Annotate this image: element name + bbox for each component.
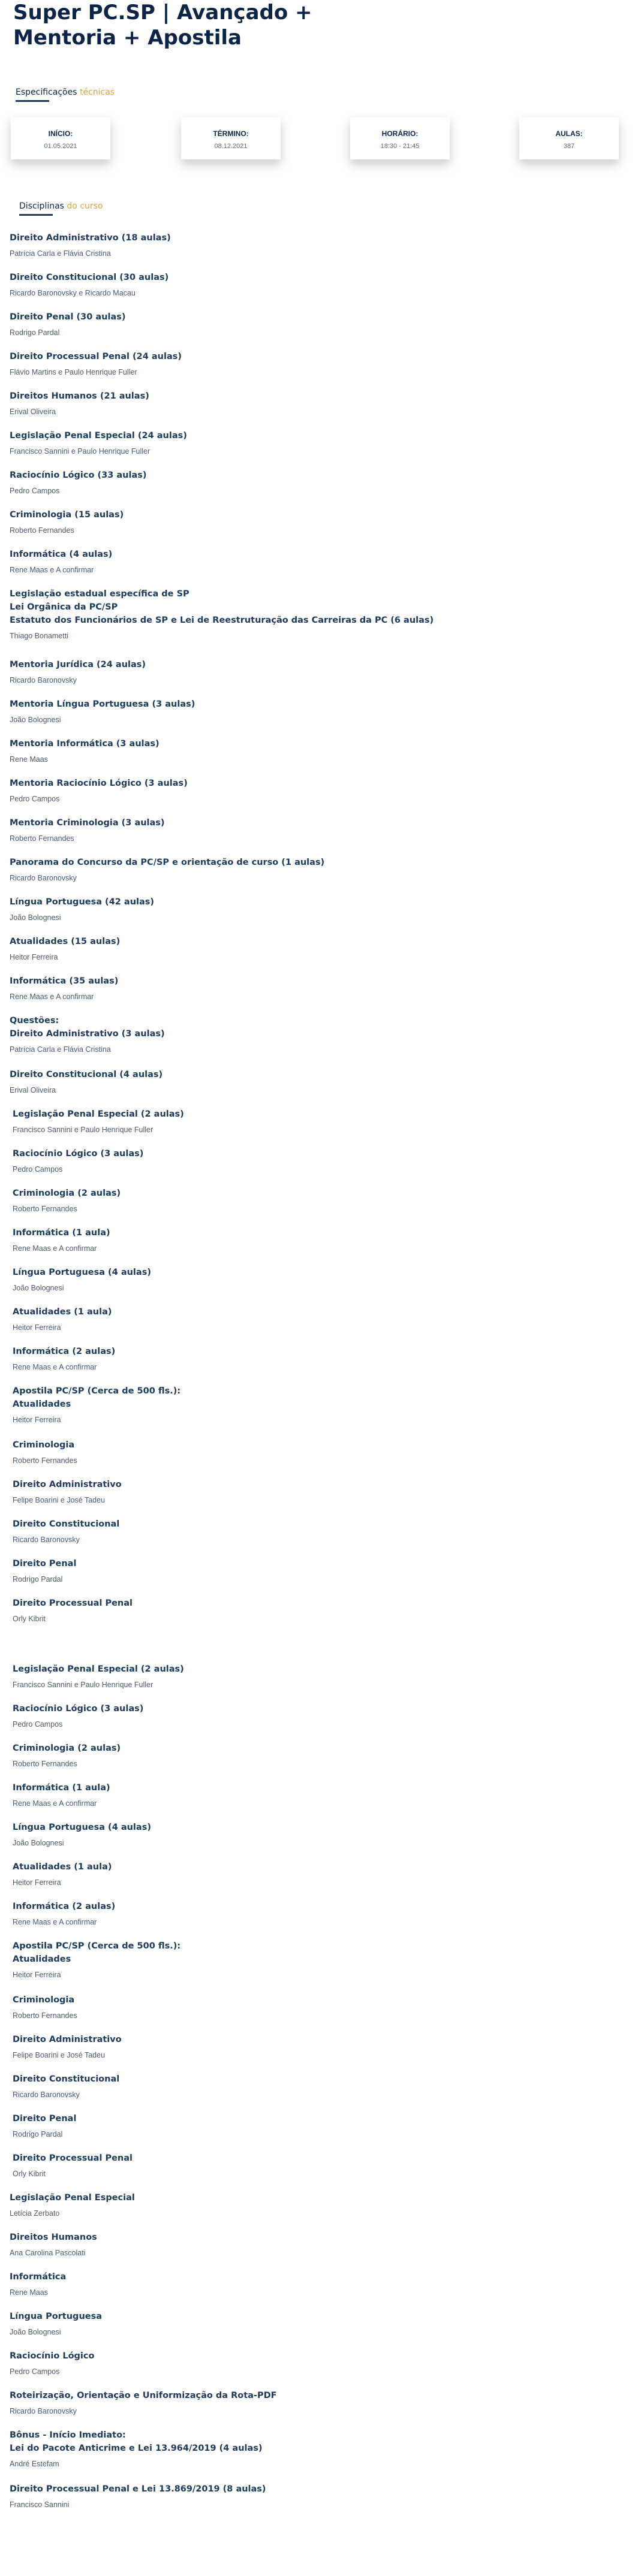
discipline-item <box>10 587 633 658</box>
discipline-title: Direito Processual Penal e Lei 13.869/2019 (8 aulas) <box>10 2484 266 2494</box>
discipline-title: Informática (1 aula) <box>13 1783 110 1793</box>
discipline-item <box>10 1305 633 1345</box>
discipline-title: Atualidades <box>13 1954 71 1964</box>
discipline-item <box>10 935 633 975</box>
discipline-item <box>10 548 633 587</box>
discipline-teacher: Rene Maas e A confirmar <box>13 1244 97 1253</box>
discipline-teacher: Rodrigo Pardal <box>13 2130 63 2138</box>
discipline-title: Direito Constitucional <box>13 1519 120 1529</box>
discipline-title: Direito Constitucional (4 aulas) <box>10 1070 163 1079</box>
discipline-teacher: Patrícia Carla e Flávia Cristina <box>10 249 111 258</box>
discipline-title: Informática (4 aulas) <box>10 550 113 559</box>
discipline-item <box>10 1939 633 1993</box>
spec-card-lessons <box>519 117 619 159</box>
discipline-teacher: Orly Kibrit <box>13 2170 46 2178</box>
discipline-title: Legislação Penal Especial <box>10 2193 135 2203</box>
discipline-teacher: Ana Carolina Pascolati <box>10 2249 86 2257</box>
discipline-title: Mentoria Língua Portuguesa (3 aulas) <box>10 699 195 709</box>
discipline-title: Direito Penal <box>13 2114 77 2123</box>
discipline-teacher: João Bolognesi <box>13 1284 64 1292</box>
discipline-item <box>10 2033 633 2073</box>
discipline-item <box>10 698 633 737</box>
spec-value: 18:30 - 21:45 <box>380 143 420 150</box>
discipline-title: Bônus - Início Imediato: <box>10 2430 126 2440</box>
specs-heading-main: Especificações <box>16 88 77 97</box>
discipline-teacher: Pedro Campos <box>10 2367 60 2376</box>
discipline-title: Direito Constitucional (30 aulas) <box>10 273 169 282</box>
course-title: Super PC.SP | Avançado + Mentoria + Apostila <box>13 1 312 50</box>
discipline-item <box>10 895 633 935</box>
discipline-teacher: Ricardo Baronovsky <box>10 874 77 882</box>
discipline-title: Criminologia (2 aulas) <box>13 1744 121 1753</box>
discipline-title: Língua Portuguesa (4 aulas) <box>13 1268 151 1277</box>
discipline-teacher: Francisco Sannini e Paulo Henrique Fuller <box>13 1126 154 1134</box>
discipline-title: Lei Orgânica da PC/SP <box>10 602 118 612</box>
discipline-teacher: Rene Maas e A confirmar <box>13 1799 97 1808</box>
discipline-item <box>10 1108 633 1147</box>
discipline-title: Direito Constitucional <box>13 2074 120 2084</box>
discipline-title: Atualidades (15 aulas) <box>10 937 121 946</box>
discipline-teacher: João Bolognesi <box>10 913 61 922</box>
discipline-title: Direito Penal (30 aulas) <box>10 312 126 322</box>
discipline-item <box>10 1438 633 1478</box>
discipline-teacher: Pedro Campos <box>10 487 60 495</box>
discipline-title: Estatuto dos Funcionários de SP e Lei de Reestruturação das Carreiras da PC (6 aulas) <box>10 616 434 625</box>
discipline-item <box>10 350 633 390</box>
discipline-teacher: Thiago Bonametti <box>10 632 68 640</box>
discipline-teacher: Ricardo Baronovsky <box>10 676 77 684</box>
discipline-title: Criminologia (15 aulas) <box>10 510 124 520</box>
discipline-teacher: Heitor Ferreira <box>13 1416 61 1424</box>
discipline-title: Língua Portuguesa (42 aulas) <box>10 897 155 907</box>
spec-label: TÉRMINO: <box>213 129 249 138</box>
discipline-item <box>10 856 633 895</box>
discipline-item <box>10 1993 633 2033</box>
discipline-item <box>10 1557 633 1597</box>
discipline-item <box>10 1266 633 1305</box>
discipline-title: Direito Processual Penal <box>13 2153 133 2163</box>
discipline-item <box>10 737 633 777</box>
discipline-teacher: Roberto Fernandes <box>13 1760 77 1768</box>
discipline-title: Apostila PC/SP (Cerca de 500 fls.): <box>13 1941 181 1951</box>
discipline-title: Direito Administrativo (18 aulas) <box>10 233 171 243</box>
discipline-title: Língua Portuguesa (4 aulas) <box>13 1823 151 1832</box>
discipline-item <box>10 1147 633 1187</box>
discipline-teacher: Roberto Fernandes <box>13 1205 77 1213</box>
discipline-item <box>10 2389 633 2429</box>
discipline-list <box>10 231 633 2522</box>
discipline-teacher: Heitor Ferreira <box>13 1878 61 1887</box>
discipline-teacher: Rene Maas <box>10 2288 48 2297</box>
discipline-teacher: João Bolognesi <box>10 716 61 724</box>
discipline-title: Direitos Humanos (21 aulas) <box>10 391 149 401</box>
discipline-title: Informática <box>10 2272 67 2282</box>
specs-heading-accent: técnicas <box>79 88 115 97</box>
discipline-teacher: Francisco Sannini e Paulo Henrique Fuller <box>10 447 151 456</box>
discipline-title: Lei do Pacote Anticrime e Lei 13.964/2019 (4 aulas) <box>10 2444 263 2453</box>
discipline-title: Questões: <box>10 1016 59 1025</box>
discipline-item <box>10 1345 633 1384</box>
discipline-title: Direito Penal <box>13 1559 77 1568</box>
discipline-item <box>10 2270 633 2310</box>
discipline-teacher: André Estefam <box>10 2460 59 2468</box>
discipline-item <box>10 469 633 508</box>
discipline-teacher: Rene Maas e A confirmar <box>13 1918 97 1926</box>
discipline-title: Informática (35 aulas) <box>10 976 119 986</box>
discipline-item <box>10 1702 633 1742</box>
discipline-item <box>10 2191 633 2231</box>
discipline-item <box>10 1742 633 1781</box>
discipline-teacher: Roberto Fernandes <box>13 1456 77 1465</box>
discipline-title: Informática (1 aula) <box>13 1228 110 1238</box>
disciplines-heading-main: Disciplinas <box>19 201 64 211</box>
discipline-item <box>10 390 633 429</box>
spec-label: INÍCIO: <box>48 129 73 138</box>
discipline-item <box>10 1781 633 1821</box>
discipline-item <box>10 508 633 548</box>
discipline-title: Direito Processual Penal (24 aulas) <box>10 352 182 361</box>
discipline-item <box>10 2152 633 2191</box>
discipline-item <box>10 310 633 350</box>
spec-card-start <box>11 117 110 159</box>
disciplines-heading-underline <box>19 214 53 216</box>
discipline-teacher: Heitor Ferreira <box>10 953 58 961</box>
discipline-item <box>10 231 633 271</box>
spec-value: 01.05.2021 <box>44 143 77 150</box>
discipline-teacher: Ricardo Baronovsky <box>13 2091 80 2099</box>
discipline-item <box>10 1068 633 1108</box>
discipline-item <box>10 1597 633 1636</box>
discipline-teacher: Pedro Campos <box>13 1720 63 1729</box>
discipline-title: Legislação Penal Especial (24 aulas) <box>10 431 187 441</box>
discipline-teacher: Felipe Boarini e José Tadeu <box>13 2051 106 2059</box>
discipline-teacher: Ricardo Baronovsky <box>10 2407 77 2415</box>
discipline-title: Raciocínio Lógico (3 aulas) <box>13 1704 144 1714</box>
discipline-title: Atualidades (1 aula) <box>13 1862 112 1872</box>
spec-label: HORÁRIO: <box>381 129 419 138</box>
discipline-item <box>10 2112 633 2152</box>
discipline-teacher: Erival Oliveira <box>10 408 56 416</box>
discipline-teacher: Flávio Martins e Paulo Henrique Fuller <box>10 368 137 376</box>
disciplines-heading <box>19 201 103 216</box>
discipline-teacher: João Bolognesi <box>10 2328 61 2336</box>
spec-card-end <box>181 117 281 159</box>
discipline-teacher: Francisco Sannini <box>10 2500 70 2509</box>
discipline-item <box>10 975 633 1014</box>
discipline-item <box>10 1014 633 1068</box>
discipline-title: Direito Administrativo (3 aulas) <box>10 1029 165 1039</box>
discipline-title: Atualidades (1 aula) <box>13 1307 112 1317</box>
discipline-item <box>10 1663 633 1702</box>
discipline-item <box>10 1226 633 1266</box>
discipline-teacher: Orly Kibrit <box>13 1615 46 1623</box>
discipline-item <box>10 1187 633 1226</box>
discipline-item <box>10 1478 633 1518</box>
specs-cards <box>11 117 634 163</box>
discipline-item <box>10 2073 633 2112</box>
discipline-teacher: Rene Maas e A confirmar <box>10 993 94 1001</box>
discipline-teacher: Roberto Fernandes <box>10 526 74 535</box>
discipline-title: Criminologia <box>13 1440 75 1450</box>
discipline-title: Mentoria Raciocínio Lógico (3 aulas) <box>10 779 188 788</box>
discipline-title: Língua Portuguesa <box>10 2312 103 2321</box>
discipline-teacher: Ricardo Baronovsky e Ricardo Macau <box>10 289 136 297</box>
spec-value: 08.12.2021 <box>214 143 248 150</box>
discipline-teacher: Letícia Zerbato <box>10 2209 60 2218</box>
discipline-title: Roteirização, Orientação e Uniformização da Rota-PDF <box>10 2391 277 2400</box>
discipline-title: Apostila PC/SP (Cerca de 500 fls.): <box>13 1386 181 1396</box>
discipline-item <box>10 2429 633 2483</box>
discipline-teacher: João Bolognesi <box>13 1839 64 1847</box>
discipline-title: Criminologia <box>13 1995 75 2005</box>
discipline-teacher: Patrícia Carla e Flávia Cristina <box>10 1045 111 1054</box>
discipline-title: Informática (2 aulas) <box>13 1902 116 1911</box>
discipline-title: Mentoria Jurídica (24 aulas) <box>10 660 146 669</box>
discipline-item <box>10 2483 633 2522</box>
discipline-title: Raciocínio Lógico (3 aulas) <box>13 1149 144 1159</box>
discipline-item <box>10 1860 633 1900</box>
discipline-item <box>10 1821 633 1860</box>
discipline-title: Atualidades <box>13 1399 71 1409</box>
discipline-teacher: Francisco Sannini e Paulo Henrique Fuller <box>13 1681 154 1689</box>
discipline-teacher: Pedro Campos <box>13 1165 63 1174</box>
discipline-title: Criminologia (2 aulas) <box>13 1189 121 1198</box>
spec-value: 387 <box>563 143 575 150</box>
discipline-item <box>10 1518 633 1557</box>
discipline-item <box>10 777 633 816</box>
discipline-teacher: Heitor Ferreira <box>13 1323 61 1332</box>
discipline-item <box>10 1900 633 1939</box>
discipline-teacher: Pedro Campos <box>10 795 60 803</box>
discipline-teacher: Rene Maas e A confirmar <box>13 1363 97 1371</box>
discipline-title: Legislação Penal Especial (2 aulas) <box>13 1664 184 1674</box>
discipline-title: Mentoria Criminologia (3 aulas) <box>10 818 165 828</box>
discipline-title: Legislação estadual específica de SP <box>10 589 189 599</box>
specs-heading <box>16 88 115 102</box>
specs-heading-underline <box>16 100 49 102</box>
spec-card-schedule <box>350 117 450 159</box>
discipline-title: Direito Processual Penal <box>13 1598 133 1608</box>
discipline-title: Legislação Penal Especial (2 aulas) <box>13 1109 184 1119</box>
discipline-teacher: Rene Maas e A confirmar <box>10 566 94 574</box>
discipline-teacher: Roberto Fernandes <box>10 834 74 843</box>
discipline-item <box>10 2349 633 2389</box>
discipline-teacher: Roberto Fernandes <box>13 2011 77 2020</box>
discipline-title: Direitos Humanos <box>10 2233 97 2242</box>
discipline-teacher: Erival Oliveira <box>10 1086 56 1094</box>
discipline-item <box>10 271 633 310</box>
discipline-teacher: Rene Maas <box>10 755 48 764</box>
discipline-item <box>10 2310 633 2349</box>
discipline-item <box>10 1384 633 1438</box>
disciplines-heading-accent: do curso <box>67 201 103 211</box>
discipline-item <box>10 429 633 469</box>
spec-label: AULAS: <box>555 129 583 138</box>
discipline-teacher: Felipe Boarini e José Tadeu <box>13 1496 106 1504</box>
discipline-teacher: Ricardo Baronovsky <box>13 1536 80 1544</box>
discipline-title: Mentoria Informática (3 aulas) <box>10 739 160 749</box>
discipline-title: Direito Administrativo <box>13 1480 122 1489</box>
discipline-item <box>10 816 633 856</box>
discipline-item <box>10 2231 633 2270</box>
discipline-item <box>10 658 633 698</box>
discipline-title: Informática (2 aulas) <box>13 1347 116 1356</box>
section-gap <box>10 1636 633 1663</box>
discipline-title: Raciocínio Lógico (33 aulas) <box>10 470 147 480</box>
discipline-teacher: Rodrigo Pardal <box>10 328 60 337</box>
discipline-teacher: Heitor Ferreira <box>13 1971 61 1979</box>
discipline-title: Direito Administrativo <box>13 2035 122 2044</box>
discipline-title: Raciocínio Lógico <box>10 2351 95 2361</box>
discipline-teacher: Rodrigo Pardal <box>13 1575 63 1583</box>
discipline-title: Panorama do Concurso da PC/SP e orientação de curso (1 aulas) <box>10 858 325 867</box>
